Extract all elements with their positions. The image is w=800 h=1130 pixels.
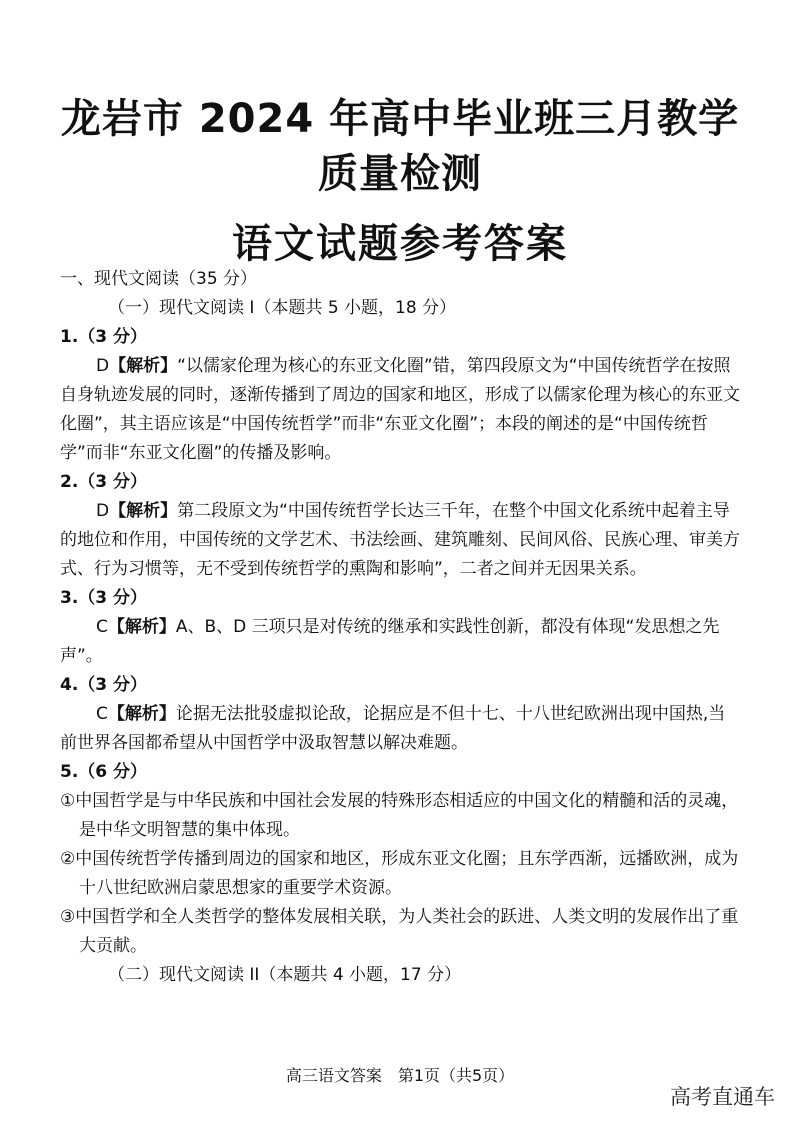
question-4-number: 4.（3 分） — [60, 675, 148, 695]
question-4-answer: C — [96, 704, 108, 724]
question-3-number: 3.（3 分） — [60, 588, 148, 608]
document-subtitle: 语文试题参考答案 — [232, 221, 568, 267]
question-5-number: 5.（6 分） — [60, 762, 148, 782]
question-3-answer: C — [96, 617, 108, 637]
question-3-explanation — [60, 613, 740, 671]
question-4-explanation — [60, 700, 740, 758]
question-4-text: 论据无法批驳虚拟论敌，论据应是不但十七、十八世纪欧洲出现中国热,当前世界各国都希望从中国哲学中汲取智慧以解决难题。 — [60, 704, 726, 753]
question-2-answer: D — [96, 501, 110, 521]
question-2-text: 第二段原文为“中国传统哲学长达三千年，在整个中国文化系统中起着主导的地位和作用，中国传统的文学艺术、书法绘画、建筑雕刻、民间风俗、民族心理、审美方式、行为习惯等，无不受到传统哲学的熏陶和影响”，二者之间并无因果关系。 — [60, 501, 740, 579]
watermark: 高考直通车 — [670, 1085, 775, 1109]
question-1-label: 【解析】 — [109, 356, 178, 376]
question-5-point-1: ①中国哲学是与中华民族和中国社会发展的特殊形态相适应的中国文化的精髓和活的灵魂，是中华文明智慧的集中体现。 — [60, 791, 739, 840]
subsection-heading-1: （一）现代文阅读 I（本题共 5 小题，18 分） — [108, 298, 457, 318]
answer-body — [60, 265, 740, 990]
question-2-label: 【解析】 — [109, 501, 178, 521]
page-footer: 高三语文答案 第1页（共5页） — [285, 1066, 515, 1085]
question-1-number: 1.（3 分） — [60, 327, 148, 347]
document-title: 龙岩市 2024 年高中毕业班三月教学质量检测 — [60, 96, 740, 197]
section-heading: 一、现代文阅读（35 分） — [60, 269, 258, 289]
question-2-explanation — [60, 497, 740, 584]
question-1-text: “以儒家伦理为核心的东亚文化圈”错，第四段原文为“中国传统哲学在按照自身轨迹发展的同时，逐渐传播到了周边的国家和地区，形成了以儒家伦理为核心的东亚文化圈”，其主语应该是“中国传统哲学”而非“东亚文化圈”；本段的阐述的是“中国传统哲学”而非“东亚文化圈”的传播及影响。 — [60, 356, 740, 463]
question-1-explanation — [60, 352, 740, 468]
question-4-label: 【解析】 — [107, 704, 176, 724]
question-2-number: 2.（3 分） — [60, 472, 148, 492]
question-3-label: 【解析】 — [107, 617, 176, 637]
question-3-text: A、B、D 三项只是对传统的继承和实践性创新，都没有体现“发思想之先声”。 — [60, 617, 720, 666]
question-1-answer: D — [96, 356, 110, 376]
question-5-point-2: ②中国传统哲学传播到周边的国家和地区，形成东亚文化圈；且东学西渐，远播欧洲，成为十八世纪欧洲启蒙思想家的重要学术资源。 — [60, 849, 739, 898]
question-5-point-3: ③中国哲学和全人类哲学的整体发展相关联，为人类社会的跃进、人类文明的发展作出了重大贡献。 — [60, 907, 739, 956]
subsection-heading-2: （二）现代文阅读 II（本题共 4 小题，17 分） — [108, 965, 462, 985]
